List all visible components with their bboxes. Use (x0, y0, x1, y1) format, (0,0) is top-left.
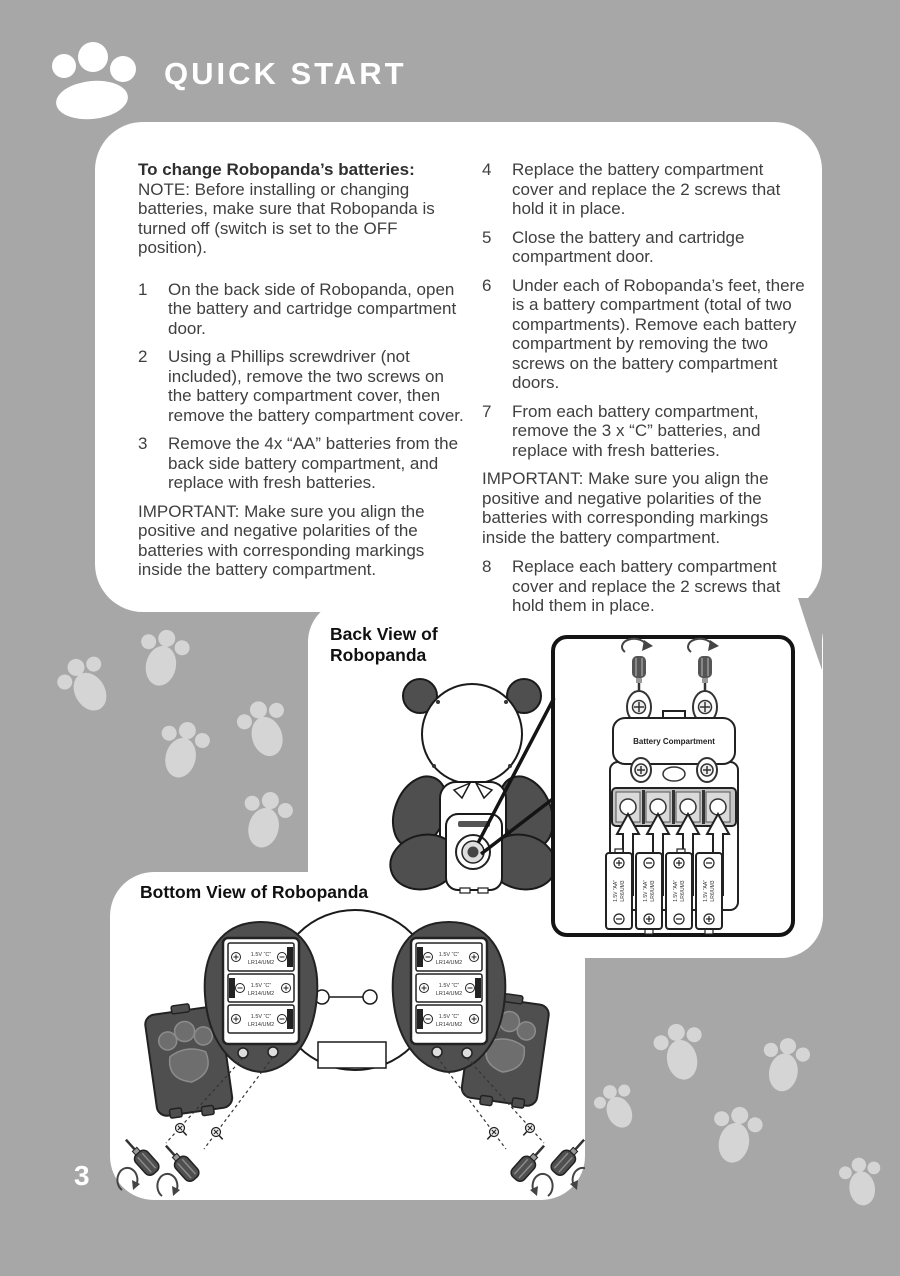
step-text: Close the battery and cartridge compartment door. (512, 227, 745, 266)
step-6 (482, 276, 808, 393)
step-1 (138, 280, 464, 339)
step-number: 5 (482, 227, 492, 247)
svg-text:1.5V “AA”: 1.5V “AA” (643, 880, 649, 902)
battery-compartment-label: Battery Compartment (633, 737, 715, 746)
svg-text:LR14/UM2: LR14/UM2 (247, 991, 275, 997)
step-number: 1 (138, 279, 148, 299)
left-foot (205, 922, 318, 1072)
aa-battery (636, 853, 662, 934)
svg-text:LR14/UM2: LR14/UM2 (435, 1022, 463, 1028)
instructions-right-column (482, 160, 808, 625)
step-text: Replace each battery compartment cover and replace the 2 screws that hold them in place. (512, 557, 781, 615)
svg-text:LR6/UM3: LR6/UM3 (680, 880, 686, 902)
page-title: QUICK START (164, 56, 407, 91)
svg-text:1.5V “C”: 1.5V “C” (438, 983, 460, 989)
robopanda-back-illustration (383, 679, 563, 896)
svg-text:LR6/UM3: LR6/UM3 (710, 880, 716, 902)
bottom-view-label: Bottom View of Robopanda (140, 882, 369, 902)
svg-text:1.5V “AA”: 1.5V “AA” (673, 880, 679, 902)
step-5 (482, 228, 808, 267)
aa-battery (606, 849, 632, 929)
svg-text:LR6/UM3: LR6/UM3 (620, 880, 626, 902)
aa-battery (696, 853, 722, 934)
right-foot (393, 922, 506, 1072)
bottom-view-diagram (110, 900, 585, 1200)
paw-logo (52, 42, 136, 123)
screwdriver-bottom-right-2 (509, 1140, 550, 1183)
step-4 (482, 160, 808, 219)
svg-text:1.5V “C”: 1.5V “C” (438, 952, 460, 958)
intro-bold-line: To change Robopanda’s batteries: (138, 160, 415, 179)
svg-text:LR14/UM2: LR14/UM2 (247, 1022, 275, 1028)
step-2 (138, 347, 464, 425)
svg-text:LR6/UM3: LR6/UM3 (650, 880, 656, 902)
step-7 (482, 402, 808, 461)
screwdriver-bottom-left-1 (120, 1134, 161, 1177)
svg-text:LR14/UM2: LR14/UM2 (435, 960, 463, 966)
instructions-left-column (138, 160, 464, 590)
step-text: Replace the battery compartment cover and replace the 2 screws that hold it in place. (512, 160, 781, 218)
screwdriver-bottom-right-1 (549, 1134, 585, 1177)
note-text: NOTE: Before installing or changing batteries, make sure that Robopanda is turned off (switch is set to the OFF position). (138, 179, 435, 257)
step-text: On the back side of Robopanda, open the battery and cartridge compartment door. (168, 279, 457, 338)
step-text: Using a Phillips screwdriver (not included), remove the two screws on the battery compartment cover, then remove the battery compartment cover. (168, 347, 464, 425)
step-text: From each battery compartment, remove the 3 x “C” batteries, and replace with fresh batteries. (512, 401, 761, 460)
back-view-label: Back View of Robopanda (330, 624, 438, 665)
important-note-right: IMPORTANT: Make sure you align the positive and negative polarities of the batteries with corresponding markings inside the battery compartment. (482, 469, 769, 547)
step-3 (138, 434, 464, 493)
svg-text:1.5V “C”: 1.5V “C” (250, 952, 272, 958)
step-number: 8 (482, 557, 492, 576)
svg-text:LR14/UM2: LR14/UM2 (247, 960, 275, 966)
step-number: 7 (482, 401, 492, 421)
important-note-left: IMPORTANT: Make sure you align the positive and negative polarities of the batteries with corresponding markings inside the battery compartment. (138, 501, 425, 579)
svg-text:1.5V “C”: 1.5V “C” (438, 1014, 460, 1020)
svg-text:1.5V “C”: 1.5V “C” (250, 1014, 272, 1020)
svg-text:1.5V “AA”: 1.5V “AA” (613, 880, 619, 902)
step-number: 4 (482, 160, 492, 179)
page-number: 3 (74, 1160, 90, 1191)
screwdriver-bottom-left-2 (160, 1140, 201, 1183)
intro-paragraph (138, 160, 464, 258)
step-number: 3 (138, 434, 148, 453)
svg-text:LR14/UM2: LR14/UM2 (435, 991, 463, 997)
svg-text:1.5V “C”: 1.5V “C” (250, 983, 272, 989)
step-number: 6 (482, 275, 492, 295)
aa-battery (666, 849, 692, 929)
step-text: Under each of Robopanda’s feet, there is a battery compartment (total of two compartments). Remove each battery compartment by removing the two screws on the battery compartment doors. (512, 275, 805, 392)
svg-text:1.5V “AA”: 1.5V “AA” (703, 880, 709, 902)
step-text: Remove the 4x “AA” batteries from the back side battery compartment, and replace with fresh batteries. (168, 434, 459, 492)
step-number: 2 (138, 347, 148, 366)
